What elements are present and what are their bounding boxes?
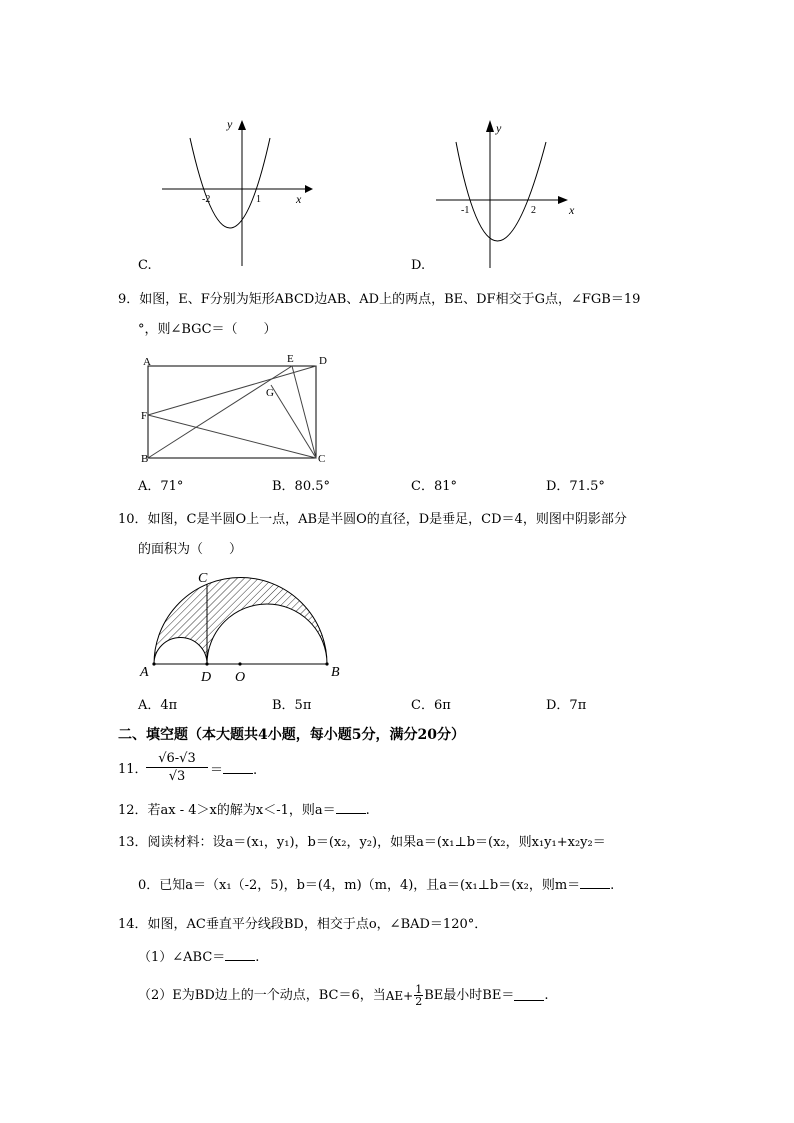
q9-label-g: G [266,387,274,399]
q14-frac-den: 2 [415,995,423,1008]
graph-c-x-label: x [296,192,302,206]
q11-fraction [146,752,208,783]
q9-label-a: A [143,356,151,368]
graph-c-tick-right: 1 [256,194,261,205]
graph-c-option: C. [138,258,152,273]
q12-line [118,803,370,817]
q10-number: 10． [118,512,148,527]
q10-label-c: C [198,571,208,586]
graph-d-option: D. [411,258,426,273]
q14-sub2-text-a: （2）E为BD边上的一个动点，BC＝6，当 [138,988,386,1003]
graph-c [150,108,320,268]
q12-text: 12．若ax - 4＞x的解为x＜-1，则a＝ [118,803,336,818]
q10-label-o: O [235,670,246,685]
q10-option-a: A．4π [138,698,178,713]
section2-title: 二、填空题（本大题共4小题，每小题5分，满分20分） [118,727,465,743]
q9-stem-line2: °，则∠BGC＝（ ） [138,322,277,337]
q10-label-b: B [331,665,340,680]
q14-sub2-end: . [544,988,549,1003]
graph-d-tick-left: -1 [461,205,470,216]
q10-figure [136,566,356,686]
q9-number: 9． [118,292,140,307]
q10-line1 [118,513,627,526]
q14-sub1 [138,950,259,964]
q9-label-b: B [141,453,149,465]
q11-end: . [253,763,258,778]
q9-label-d: D [319,355,327,367]
graph-d [430,110,590,270]
q13-line1: 13．阅读材料：设a＝(x₁，y₁)，b＝(x₂，y₂)，如果a＝(x₁⊥b＝(x₂，则x₁y₁+x₂y₂＝ [118,835,606,850]
q14-sub1-blank [225,950,255,961]
q9-label-c: C [318,453,326,465]
graph-d-tick-right: 2 [531,205,536,216]
q9-label-f: F [141,410,148,422]
q9-option-c: C．81° [411,479,457,494]
q10-option-b: B．5π [272,698,312,713]
q9-label-e: E [287,353,294,365]
q9-stem-line1: 如图，E、F分别为矩形ABCD边AB、AD上的两点，BE、DF相交于G点，∠FGB＝19 [139,292,641,307]
q13-line2-text: 0．已知a＝（x₁（-2，5)，b＝(4，m)（m，4)，且a＝(x₁⊥b＝(x₂，则m＝ [138,878,581,893]
graph-c-tick-left: -2 [202,194,211,205]
q14-sub1-end: . [255,950,260,965]
q10-option-d: D．7π [546,698,587,713]
q14-sub2-blank [514,990,544,1001]
q11-numerator: √6-√3 [146,752,208,768]
q13-blank [580,878,610,889]
q9-option-a: A．71° [138,479,184,494]
q9-option-b: B．80.5° [272,479,330,494]
q10-label-a: A [140,665,149,680]
q13-line2 [138,878,614,892]
q14-line1: 14．如图，AC垂直平分线段BD，相交于点o，∠BAD＝120°． [118,917,488,932]
q10-stem-line1: 如图，C是半圆O上一点，AB是半圆O的直径，D是垂足，CD＝4，则图中阴影部分 [147,512,627,527]
q12-blank [336,803,366,814]
q11-denominator: √3 [168,769,186,784]
q10-label-d: D [201,670,212,685]
q14-frac-num: 1 [415,983,423,996]
q11-blank [223,763,253,774]
q14-sub2-text-b: BE最小时BE＝ [424,988,515,1003]
graph-c-y-label: y [227,117,233,131]
q14-sub2 [138,984,548,1007]
q10-stem-line2: 的面积为（ ） [138,542,243,557]
q11-number: 11． [118,762,148,777]
q14-sub1-text: （1）∠ABC＝ [138,950,226,965]
graph-d-x-label: x [569,203,575,217]
q10-option-c: C．6π [411,698,451,713]
graph-d-y-label: y [496,121,502,135]
q9-figure [138,352,338,468]
q9-option-d: D．71.5° [546,479,605,494]
q9-line1 [118,293,640,306]
q14-sub2-expr: AE+ [385,988,414,1003]
q11-equals: ＝ [210,763,224,778]
q12-end: . [365,803,370,818]
q14-fraction [414,984,423,1007]
q13-end: . [610,878,615,893]
q11-answer [210,763,257,777]
